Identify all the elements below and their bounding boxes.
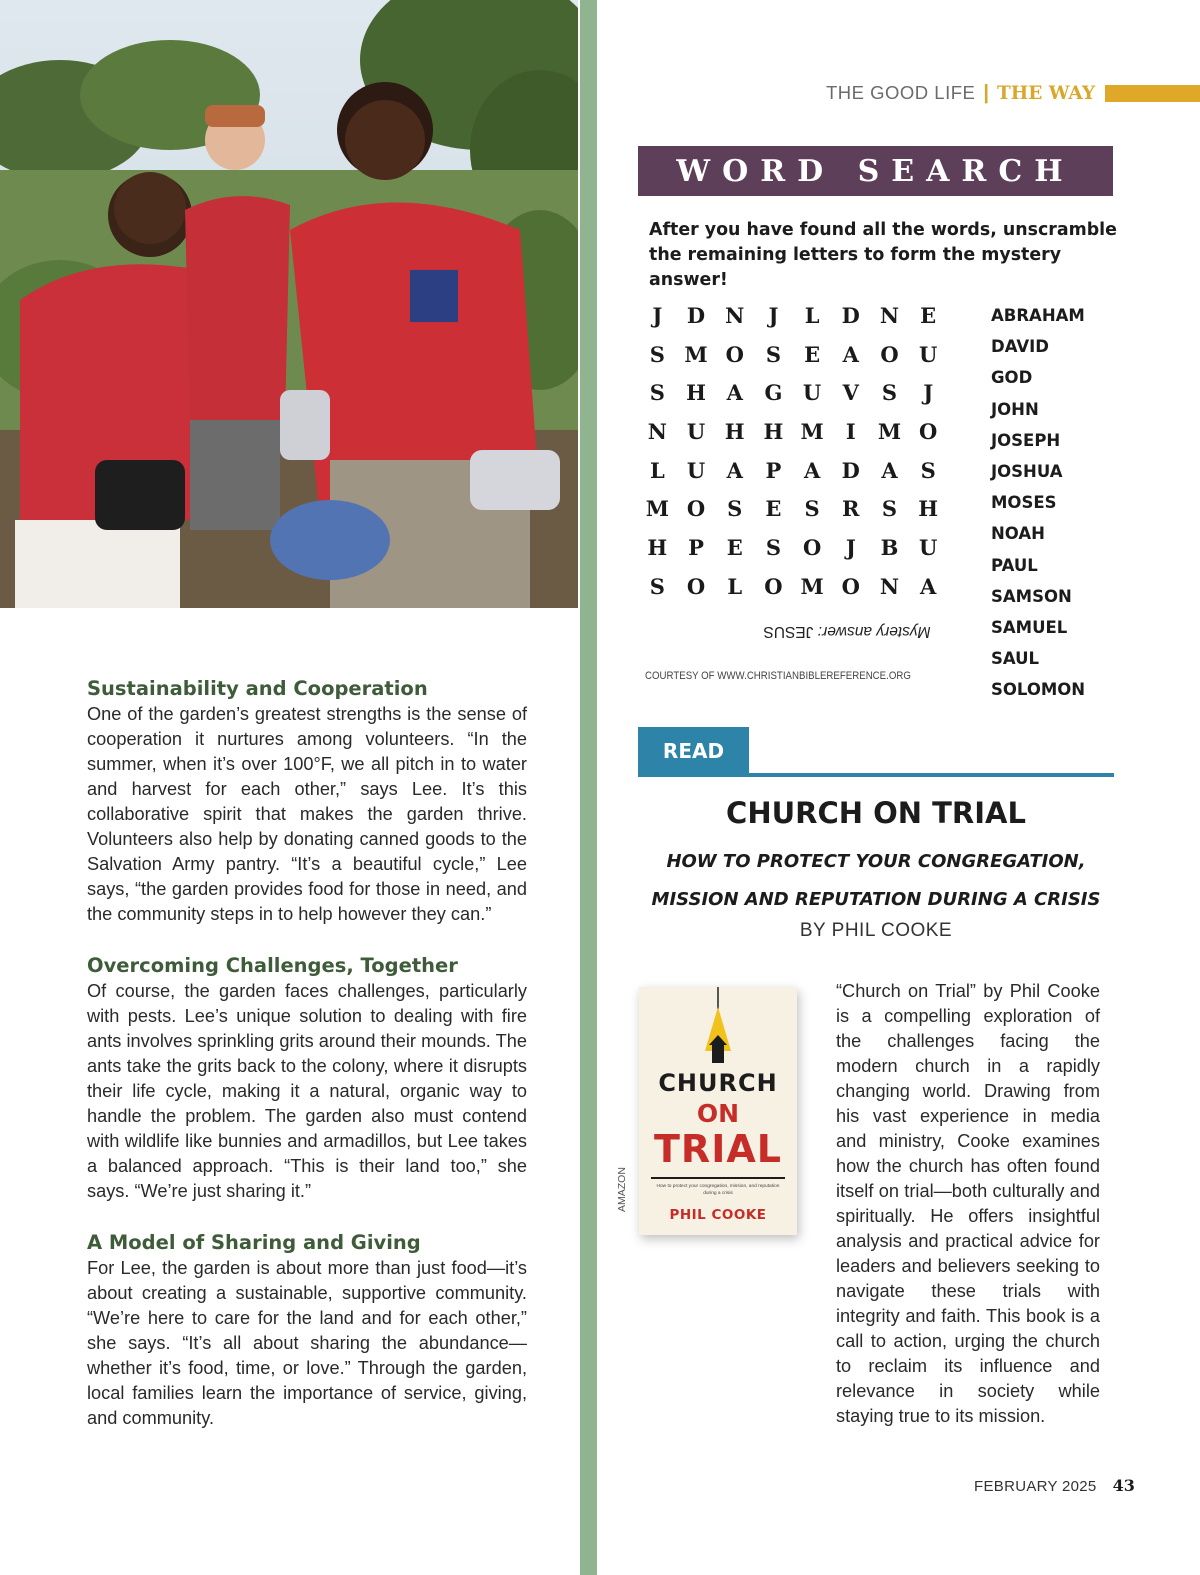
word-search-grid	[638, 296, 948, 606]
grid-letter: E	[804, 341, 821, 367]
cover-author: PHIL COOKE	[669, 1207, 767, 1223]
grid-letter: S	[804, 496, 820, 522]
grid-letter: H	[647, 534, 668, 560]
book-author: BY PHIL COOKE	[799, 920, 953, 941]
grid-letter: N	[647, 418, 667, 444]
grid-letter: O	[880, 341, 899, 367]
section-separator: |	[983, 81, 989, 104]
section-label-good-life: THE GOOD LIFE	[826, 82, 976, 103]
cover-title-line: CHURCH	[658, 1069, 778, 1097]
grid-letter: B	[880, 534, 899, 560]
section-paragraph: Of course, the garden faces challenges, particularly with pests. Lee’s unique solution to dealing with fire ants involves sprinkling grits around their mounds. The ants take the grits back to the colony, where it disrupts their life cycle, making it a natural, organic way to handle the problem. The garden also must contend with wildlife like bunnies and armadillos, but Lee takes a balanced approach. “This is their land too,” she says. “We’re just sharing it.”	[87, 981, 527, 1201]
word-list-item: PAUL	[991, 555, 1038, 575]
grid-letter: N	[879, 302, 900, 328]
grid-letter: L	[804, 302, 820, 328]
grid-letter: S	[881, 496, 898, 522]
grid-letter: O	[919, 418, 938, 444]
word-list	[991, 300, 1085, 706]
grid-letter: U	[918, 341, 938, 367]
grid-letter: O	[686, 573, 706, 599]
volunteers-photo	[0, 0, 578, 608]
word-list-item: NOAH	[991, 524, 1045, 544]
issue-date: FEBRUARY 2025	[974, 1478, 1097, 1495]
grid-letter: E	[765, 496, 782, 522]
section-sustainability	[87, 676, 527, 927]
grid-letter: S	[765, 534, 781, 560]
word-list-item: SOLOMON	[991, 680, 1086, 700]
word-search-instructions: After you have found all the words, unscramble the remaining letters to form the mystery answer!	[649, 220, 1117, 290]
grid-letter: H	[686, 380, 706, 406]
word-search-credit: COURTESY OF WWW.CHRISTIANBIBLEREFERENCE.ORG	[645, 670, 911, 682]
word-list-item: ABRAHAM	[991, 306, 1085, 325]
grid-letter: D	[841, 302, 860, 328]
grid-letter: A	[881, 457, 898, 483]
book-subtitle	[638, 843, 1114, 918]
grid-letter: A	[842, 341, 859, 367]
page-number: 43	[1112, 1476, 1135, 1495]
grid-letter: P	[688, 534, 704, 560]
grid-letter: H	[918, 496, 939, 522]
grid-letter: O	[764, 573, 783, 599]
section-sharing	[87, 1230, 527, 1431]
section-heading: A Model of Sharing and Giving	[87, 1231, 421, 1254]
word-search-title: WORD SEARCH	[638, 146, 1113, 196]
grid-letter: M	[800, 573, 824, 599]
grid-letter: J	[845, 534, 856, 560]
grid-letter: D	[686, 302, 706, 328]
grid-letter: O	[802, 534, 822, 560]
grid-letter: J	[652, 302, 663, 328]
grid-letter: D	[841, 457, 860, 483]
mystery-label: Mystery answer:	[817, 623, 931, 640]
book-subtitle-line: HOW TO PROTECT YOUR CONGREGATION,	[666, 851, 1086, 872]
word-list-item: JOSHUA	[991, 462, 1063, 482]
section-heading: Sustainability and Cooperation	[87, 677, 428, 700]
grid-letter: S	[881, 380, 898, 406]
grid-letter: L	[649, 457, 665, 483]
grid-letter: S	[765, 341, 781, 367]
grid-letter: G	[764, 380, 783, 406]
grid-letter: S	[727, 496, 743, 522]
grid-letter: E	[920, 302, 937, 328]
section-challenges	[87, 953, 527, 1204]
grid-letter: A	[920, 573, 937, 599]
grid-letter: O	[686, 496, 706, 522]
cover-rule	[651, 1177, 785, 1179]
section-paragraph: For Lee, the garden is about more than just food—it’s about creating a sustainable, supportive community. “We’re here to care for the land and for each other,” she says. “It’s all about sharing the abundance—whether it’s food, time, or love.” Through the garden, local families learn the importance of service, giving, and community.	[87, 1258, 527, 1428]
church-steeple-icon	[639, 987, 797, 1077]
grid-letter: V	[842, 380, 859, 406]
grid-letter: P	[765, 457, 782, 483]
grid-letter: U	[686, 457, 706, 483]
word-list-item: DAVID	[991, 337, 1049, 357]
grid-letter: M	[800, 418, 824, 444]
word-list-item: GOD	[991, 368, 1033, 388]
word-list-item: SAMUEL	[991, 618, 1068, 638]
grid-letter: A	[803, 457, 821, 483]
grid-letter: S	[649, 341, 665, 367]
section-heading: Overcoming Challenges, Together	[87, 954, 458, 977]
grid-letter: S	[649, 573, 665, 599]
grid-letter: L	[727, 573, 743, 599]
read-rule	[638, 773, 1114, 777]
grid-letter: A	[726, 380, 743, 406]
grid-letter: U	[802, 380, 822, 406]
grid-letter: M	[684, 341, 708, 367]
grid-letter: U	[918, 534, 938, 560]
grid-letter: H	[763, 418, 784, 444]
word-list-item: SAMSON	[991, 586, 1072, 606]
word-list-item: JOSEPH	[991, 430, 1061, 450]
cover-title-line: TRIAL	[654, 1127, 782, 1171]
cover-tagline: How to protect your congregation, mission, and reputation during a crisis	[656, 1184, 780, 1196]
book-subtitle-line: MISSION AND REPUTATION DURING A CRISIS	[651, 888, 1101, 910]
grid-letter: M	[877, 418, 902, 444]
article-body	[87, 676, 527, 1457]
page-footer	[974, 1476, 1135, 1495]
grid-letter: J	[768, 302, 779, 328]
grid-letter: N	[879, 573, 900, 599]
word-list-item: JOHN	[991, 399, 1039, 419]
mystery-answer	[752, 622, 942, 640]
grid-letter: I	[845, 418, 856, 444]
grid-letter: R	[842, 496, 860, 522]
image-credit: AMAZON	[616, 1167, 628, 1212]
word-list-item: SAUL	[991, 649, 1040, 669]
book-cover	[639, 987, 797, 1235]
book-review: “Church on Trial” by Phil Cooke is a compelling exploration of the challenges facing the modern church in a rapidly changing world. Drawing from his vast experience in media and ministry, Cooke examines how the church has often found itself on trial—both culturally and spiritually. He offers insightful analysis and practical advice for leaders and believers seeking to navigate these trials with integrity and faith. This book is a call to action, urging the church to reclaim its influence and relevance in society while staying true to its mission.	[836, 981, 1100, 1426]
grid-letter: E	[726, 534, 743, 560]
section-label-the-way: THE WAY	[997, 82, 1096, 104]
mystery-value: JESUS	[763, 623, 814, 640]
column-divider	[580, 0, 597, 1575]
section-paragraph: One of the garden’s greatest strengths is the sense of cooperation it nurtures among volunteers. “In the summer, when it’s over 100°F, we all pitch in to water and harvest for each other,” says Lee. It’s this collaborative spirit that makes the garden thrive. Volunteers also help by donating canned goods to the Salvation Army pantry. “It’s a beautiful cycle,” Lee says, “the garden provides food for those in need, and the community steps in to help however they can.”	[87, 704, 527, 924]
grid-letter: S	[920, 457, 936, 483]
grid-letter: A	[726, 457, 743, 483]
section-header	[826, 80, 1200, 106]
header-accent-bar	[1105, 85, 1200, 102]
photo-volunteers-garden	[0, 0, 578, 608]
book-title: CHURCH ON TRIAL	[726, 796, 1026, 830]
grid-letter: J	[923, 380, 934, 406]
grid-letter: N	[725, 302, 745, 328]
grid-letter: U	[686, 418, 706, 444]
grid-letter: O	[725, 341, 744, 367]
grid-letter: O	[841, 573, 860, 599]
word-list-item: MOSES	[991, 493, 1057, 513]
grid-letter: S	[649, 380, 665, 406]
grid-letter: M	[645, 496, 669, 522]
read-tab: READ	[638, 727, 749, 774]
cover-title-line: ON	[696, 1099, 740, 1128]
grid-letter: H	[724, 418, 745, 444]
